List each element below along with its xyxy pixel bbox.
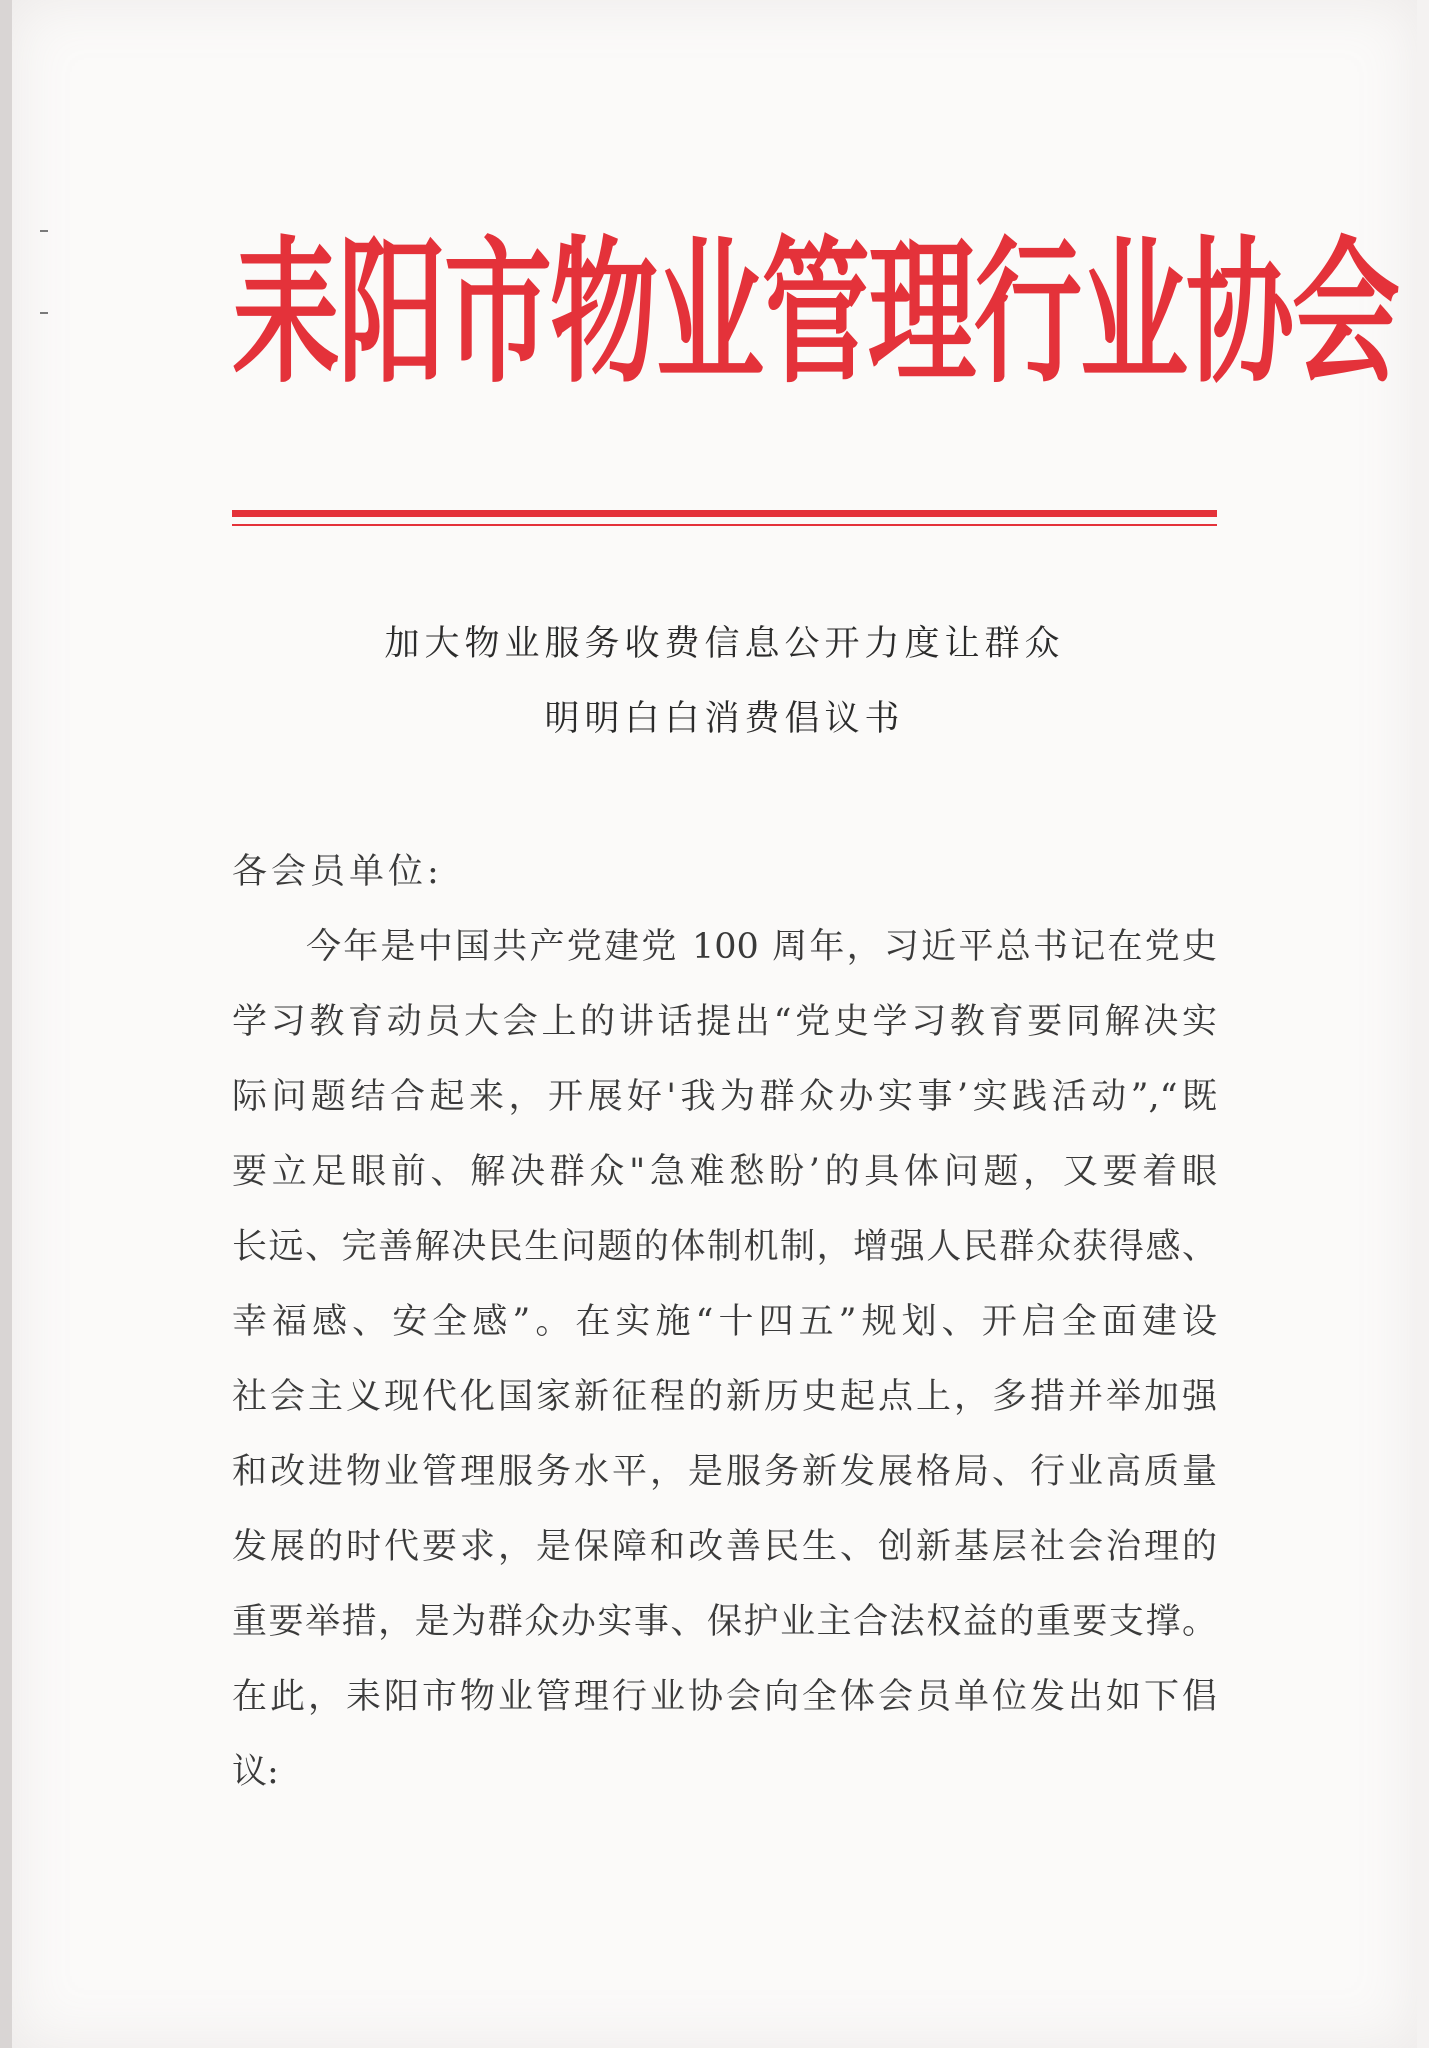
document-title-line-2: 明明白白消费倡议书 — [544, 699, 905, 739]
document-title-line-1: 加大物业服务收费信息公开力度让群众 — [384, 624, 1065, 664]
body-text-line: 和改进物业管理服务水平，是服务新发展格局、行业高质量 — [232, 1452, 1217, 1492]
body-text-line: 议: — [232, 1752, 279, 1792]
salutation: 各会员单位: — [232, 852, 443, 892]
body-text-line: 要立足眼前、解决群众"急难愁盼’的具体问题，又要着眼 — [232, 1152, 1217, 1192]
body-text-line: 发展的时代要求，是保障和改善民生、创新基层社会治理的 — [232, 1527, 1217, 1567]
body-text-line: 学习教育动员大会上的讲话提出“党史学习教育要同解决实 — [232, 1002, 1217, 1042]
letterhead-organization-name: 耒阳市物业管理行业协会 — [232, 223, 1399, 405]
scan-mark — [40, 230, 48, 232]
body-text-line: 社会主义现代化国家新征程的新历史起点上，多措并举加强 — [232, 1377, 1217, 1417]
scan-mark — [40, 312, 48, 314]
body-text-line: 今年是中国共产党建党 100 周年，习近平总书记在党史 — [306, 927, 1217, 967]
scan-left-edge — [0, 0, 12, 2048]
body-text-line: 在此，耒阳市物业管理行业协会向全体会员单位发出如下倡 — [232, 1677, 1217, 1717]
letterhead-red-rule-thick — [232, 510, 1217, 517]
body-text-line: 幸福感、安全感”。在实施“十四五”规划、开启全面建设 — [232, 1302, 1217, 1342]
body-text-line: 长远、完善解决民生问题的体制机制，增强人民群众获得感、 — [232, 1227, 1217, 1267]
letterhead-red-rule-thin — [232, 524, 1217, 526]
body-text-line: 际问题结合起来，开展好'我为群众办实事’实践活动”,“既 — [232, 1077, 1217, 1117]
body-text-line: 重要举措，是为群众办实事、保护业主合法权益的重要支撑。 — [232, 1602, 1217, 1642]
